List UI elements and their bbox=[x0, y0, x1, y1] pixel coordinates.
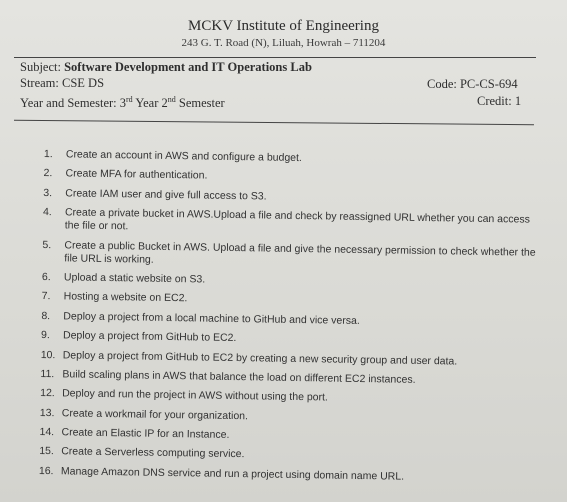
subject-value: Software Development and IT Operations Lab bbox=[64, 60, 312, 74]
item-text: Create an account in AWS and configure a budget. bbox=[65, 148, 302, 165]
item-number: 14. bbox=[39, 426, 55, 439]
list-item bbox=[39, 465, 539, 486]
item-text: Create IAM user and give full access to S3. bbox=[65, 187, 267, 203]
item-number: 9. bbox=[40, 329, 50, 342]
item-text: Deploy a project from a local machine to GitHub and vice versa. bbox=[63, 310, 360, 327]
list-item bbox=[41, 329, 541, 350]
item-number: 6. bbox=[41, 270, 51, 284]
bottom-divider bbox=[14, 120, 534, 126]
course-credit: Credit: 1 bbox=[477, 94, 522, 108]
institute-name: MCKV Institute of Engineering bbox=[188, 18, 379, 34]
item-text: Hosting a website on EC2. bbox=[63, 290, 188, 305]
list-item bbox=[42, 271, 542, 292]
item-text: Create a public Bucket in AWS. Upload a file and give the necessary permission to check whether the file URL is working. bbox=[64, 238, 536, 266]
item-number: 2. bbox=[43, 167, 53, 180]
list-item bbox=[39, 426, 539, 447]
item-text: Create MFA for authentication. bbox=[65, 167, 208, 182]
item-text: Create a workmail for your organization. bbox=[61, 407, 249, 422]
top-divider bbox=[14, 57, 536, 58]
item-number: 11. bbox=[40, 367, 55, 381]
item-text: Create a private bucket in AWS.Upload a file and check by reassigned URL whether you can access the file or not. bbox=[64, 206, 530, 233]
item-number: 13. bbox=[39, 406, 55, 419]
item-number: 4. bbox=[42, 206, 52, 219]
item-text: Deploy a project from GitHub to EC2 by creating a new security group and user data. bbox=[62, 348, 458, 368]
item-number: 1. bbox=[43, 148, 53, 161]
list-item bbox=[39, 445, 539, 466]
subject-line bbox=[20, 60, 312, 75]
list-item bbox=[40, 387, 540, 408]
list-item bbox=[44, 148, 544, 169]
list-item bbox=[42, 239, 542, 273]
item-text: Upload a static website on S3. bbox=[63, 271, 206, 286]
item-text: Build scaling plans in AWS that balance the load on different EC2 instances. bbox=[62, 368, 416, 386]
item-text: Deploy a project from GitHub to EC2. bbox=[62, 329, 237, 345]
item-number: 10. bbox=[40, 348, 56, 361]
item-number: 12. bbox=[40, 387, 55, 400]
item-number: 3. bbox=[43, 186, 53, 199]
list-item bbox=[41, 348, 541, 369]
item-number: 7. bbox=[41, 290, 51, 303]
item-number: 15. bbox=[39, 445, 54, 458]
course-code: Code: PC-CS-694 bbox=[427, 77, 518, 91]
item-number: 16. bbox=[38, 464, 54, 478]
item-text: Deploy and run the project in AWS without using the port. bbox=[62, 387, 328, 404]
stream-line: Stream: CSE DS bbox=[20, 76, 105, 90]
list-item bbox=[43, 206, 543, 240]
year-semester-line: Year and Semester: 3rd Year 2nd Semester bbox=[20, 95, 225, 111]
institute-address: 243 G. T. Road (N), Liluah, Howrah – 711204 bbox=[181, 37, 386, 49]
assignment-list bbox=[39, 148, 544, 492]
item-text: Create a Serverless computing service. bbox=[61, 445, 245, 461]
item-text: Manage Amazon DNS service and run a project using domain name URL. bbox=[60, 465, 405, 483]
item-number: 8. bbox=[41, 309, 51, 322]
item-number: 5. bbox=[42, 238, 52, 251]
item-text: Create an Elastic IP for an Instance. bbox=[61, 426, 230, 442]
list-item bbox=[43, 167, 543, 188]
institute-header bbox=[0, 18, 567, 49]
list-item bbox=[41, 310, 541, 331]
list-item bbox=[43, 187, 543, 208]
list-item bbox=[40, 368, 540, 389]
list-item bbox=[42, 290, 542, 311]
subject-label: Subject: bbox=[20, 60, 61, 74]
list-item bbox=[40, 407, 540, 428]
